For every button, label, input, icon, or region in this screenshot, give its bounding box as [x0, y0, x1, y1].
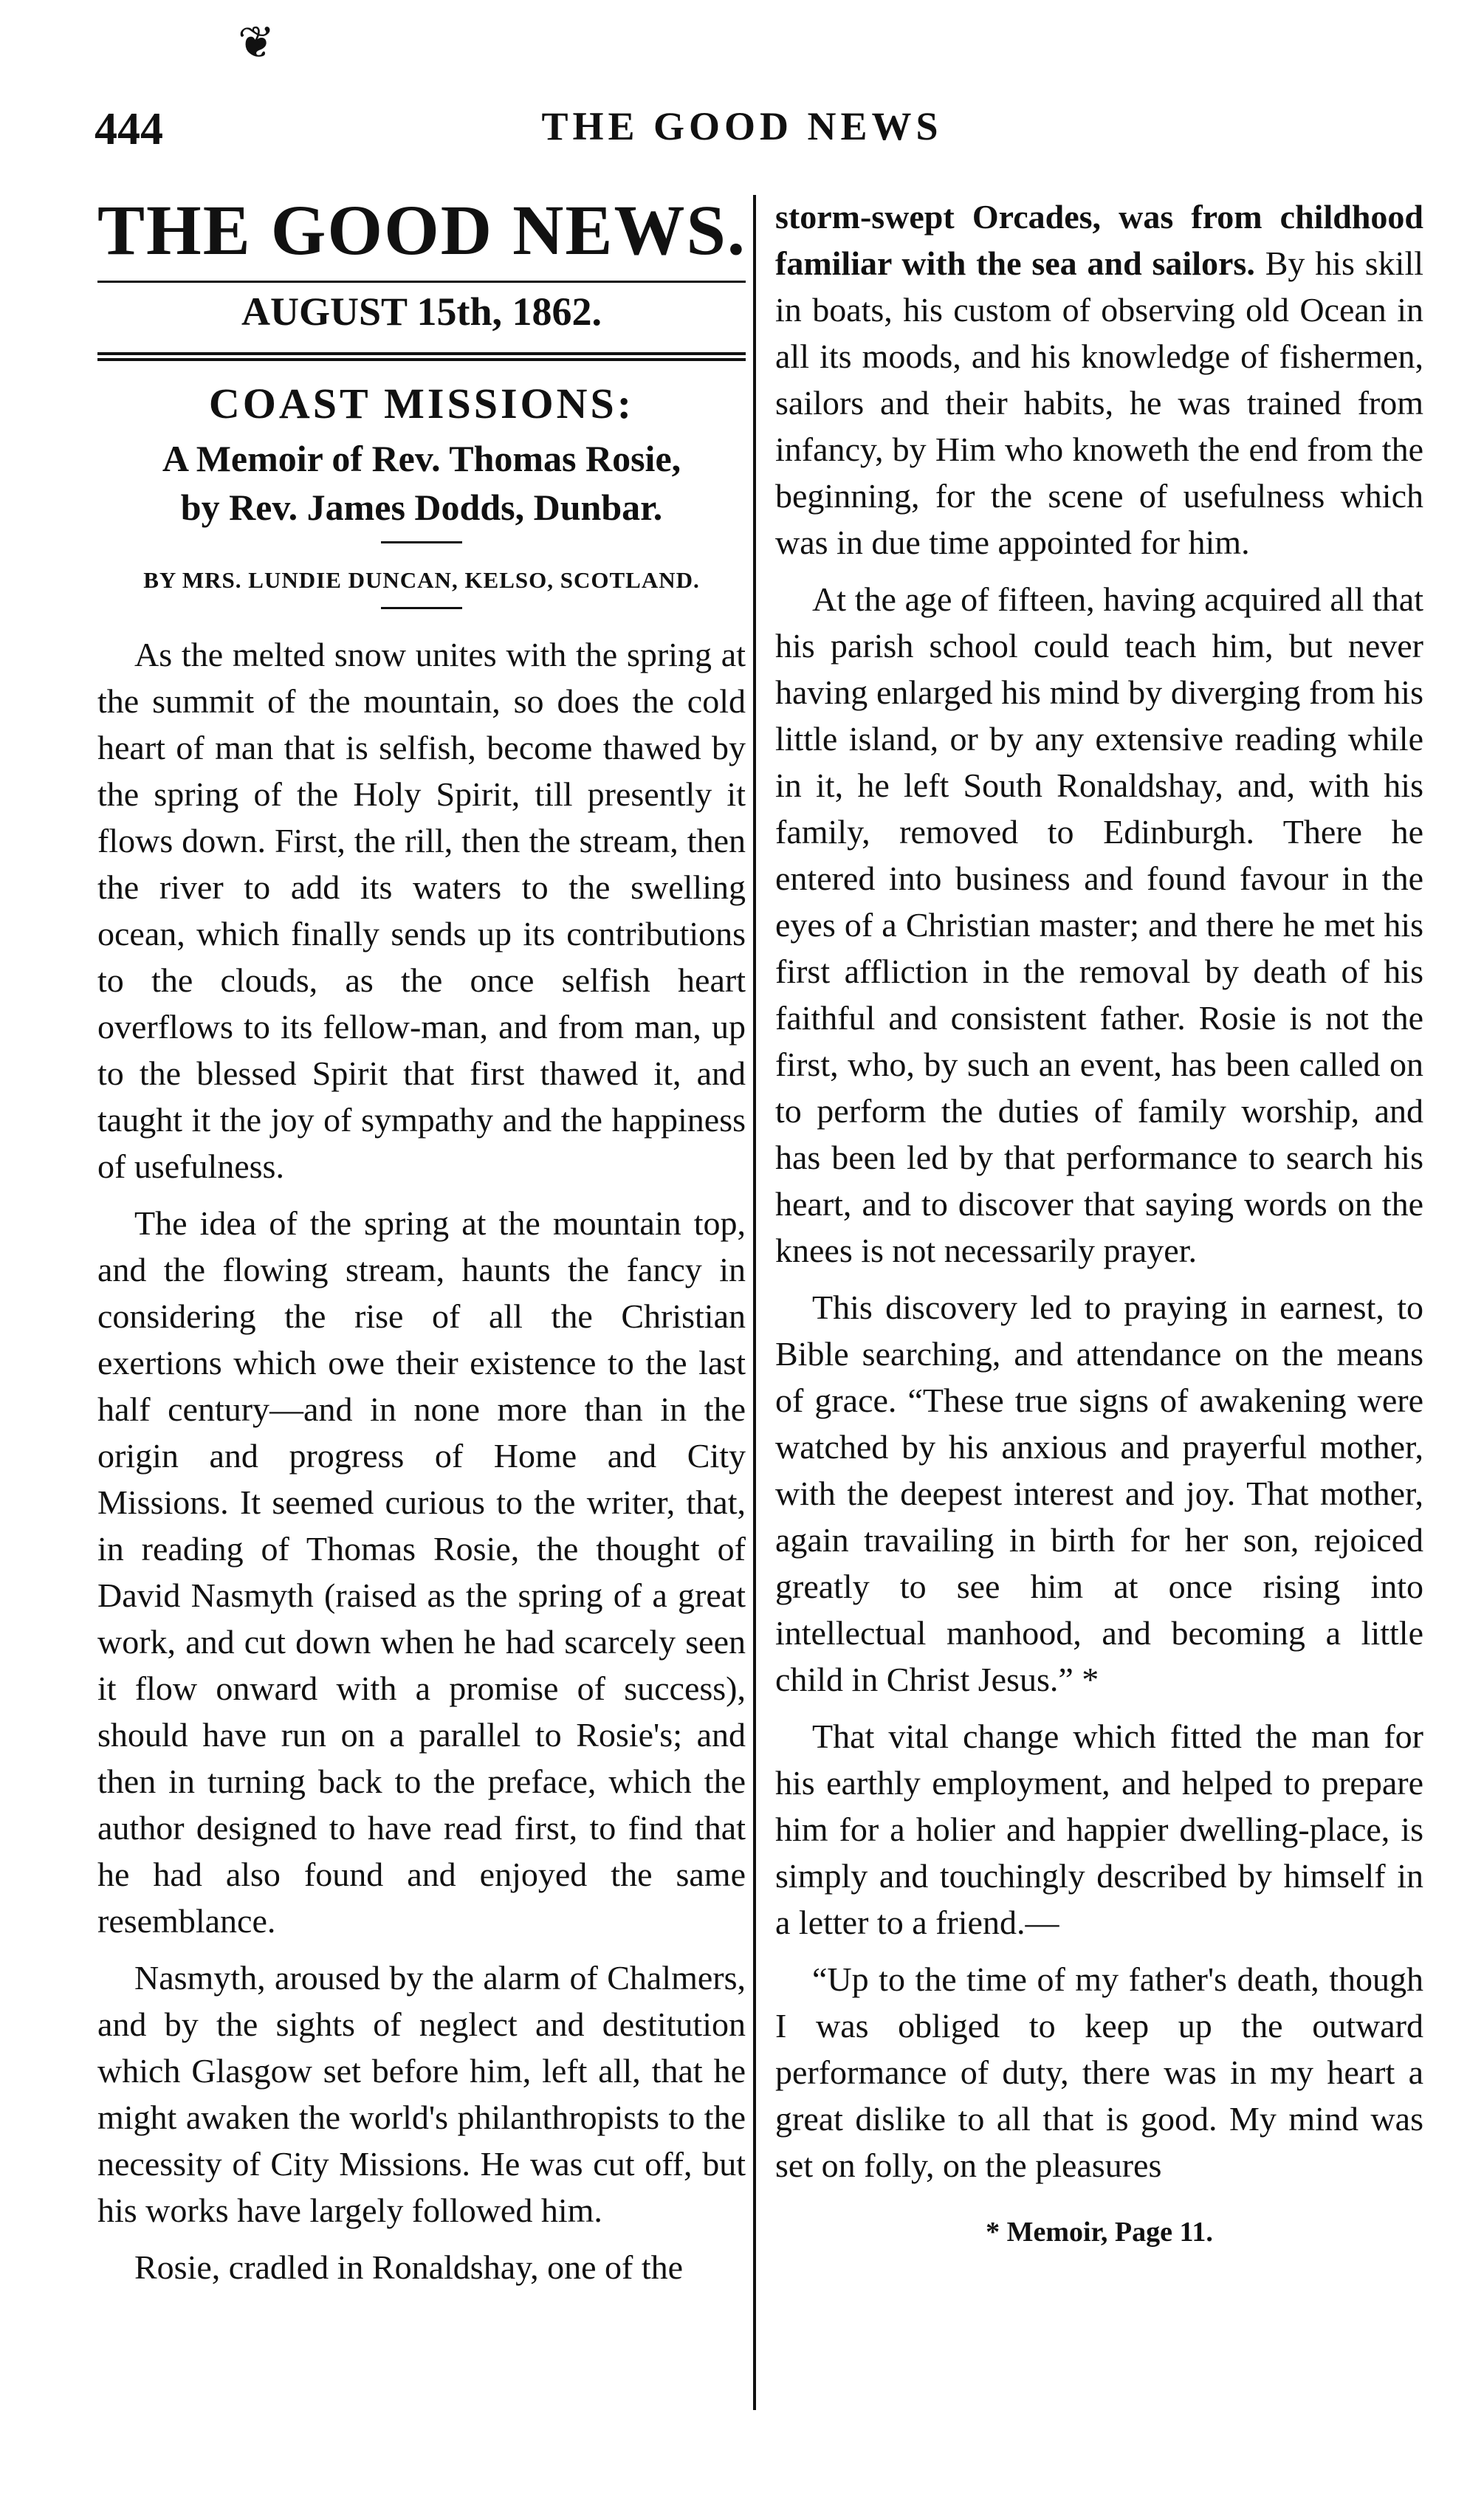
paragraph: As the melted snow unites with the spring at the summit of the mountain, so does the cold heart of man that is selfish, become thawed by the spring of the Holy Spirit, till presently it flows down. First, the rill, then the stream, then the river to add its waters to the swelling ocean, which finally sends up its contributions to the clouds, as the once selfish heart overflows to its fellow-man, and from man, up to the blessed Spirit that first thawed it, and taught it the joy of sympathy and the happiness of usefulness. — [97, 636, 746, 1185]
byline-rule — [381, 607, 462, 609]
paragraph: “Up to the time of my father's death, though I was obliged to keep up the outward performance of duty, there was in my heart a great dislike to all that is good. My mind was set on folly, on the pleasures — [775, 1960, 1423, 2184]
subtitle-rule — [381, 541, 462, 543]
section-title: COAST MISSIONS: — [208, 380, 635, 428]
paragraph: The idea of the spring at the mountain top, and the flowing stream, haunts the fancy in considering the rise of all the Christian exertions which owe their existence to the last half century—and in none more than in the origin and progress of Home and City Missions. It seemed curious to the writer, that, in reading of Thomas Rosie, the thought of David Nasmyth (raised as the spring of a great work, and cut down when he had scarcely seen it flow onward with a promise of success), should have run on a parallel to Rosie's; and then in turning back to the preface, which the author designed to have read first, to find that he had also found and enjoyed the same resemblance. — [97, 1204, 746, 1940]
column-divider — [753, 195, 756, 2410]
paragraph: This discovery led to praying in earnest, to Bible searching, and attendance on the means of grace. “These true signs of awakening were watched by his anxious and prayerful mother, with the deepest interest and joy. That mother, again travailing in birth for her son, rejoiced greatly to see him at once rising into intellectual manhood, and becoming a little child in Christ Jesus.” * — [775, 1288, 1423, 1698]
issue-date: AUGUST 15th, 1862. — [241, 289, 602, 334]
running-title: THE GOOD NEWS — [541, 104, 943, 148]
page-number: 444 — [95, 104, 163, 154]
date-double-rule — [97, 352, 746, 361]
footnote: * Memoir, Page 11. — [986, 2217, 1213, 2248]
byline: BY MRS. LUNDIE DUNCAN, KELSO, SCOTLAND. — [143, 567, 700, 593]
ink-speck: ❦ — [238, 18, 275, 67]
paragraph-continued — [775, 193, 1423, 566]
running-head — [0, 103, 1484, 162]
right-column — [775, 193, 1423, 2251]
paragraph: Nasmyth, aroused by the alarm of Chalmers, and by the sights of neglect and destitution which Glasgow set before him, left all, that he might awaken the world's philanthropists to the necessity of City Missions. He was cut off, but his works have largely followed him. — [97, 1959, 746, 2229]
paragraph: Rosie, cradled in Ronaldshay, one of the — [134, 2248, 684, 2286]
paragraph: That vital change which fitted the man for his earthly employment, and helped to prepare him for a holier and happier dwelling-place, is simply and touchingly described by himself in a letter to a friend.— — [775, 1717, 1423, 1941]
masthead-title: THE GOOD NEWS. — [97, 191, 746, 270]
subtitle-line-2: by Rev. James Dodds, Dunbar. — [180, 487, 663, 528]
continued-lead-text: storm-swept Orcades, was from childhood familiar with the sea and sailors. — [775, 198, 1423, 282]
paragraph: At the age of fifteen, having acquired all that his parish school could teach him, but never having enlarged his mind by diverging from his little island, or by any extensive reading while in it, he left South Ronaldshay, and, with his family, removed to Edinburgh. There he entered into business and found favour in the eyes of a Christian master; and there he met his first affliction in the removal by death of his faithful and consistent father. Rosie is not the first, who, by such an event, has been called on to perform the duties of family worship, and has been led by that performance to search his heart, and to discover that saying words on the knees is not necessarily prayer. — [775, 580, 1423, 1269]
continued-text: By his skill in boats, his custom of observing old Ocean in all its moods, and his knowledge of fishermen, sailors and their habits, he was trained from infancy, by Him who knoweth the end from the beginning, for the scene of usefulness which was in due time appointed for him. — [775, 244, 1423, 561]
left-column — [97, 193, 746, 2301]
subtitle-line-1: A Memoir of Rev. Thomas Rosie, — [162, 438, 681, 479]
